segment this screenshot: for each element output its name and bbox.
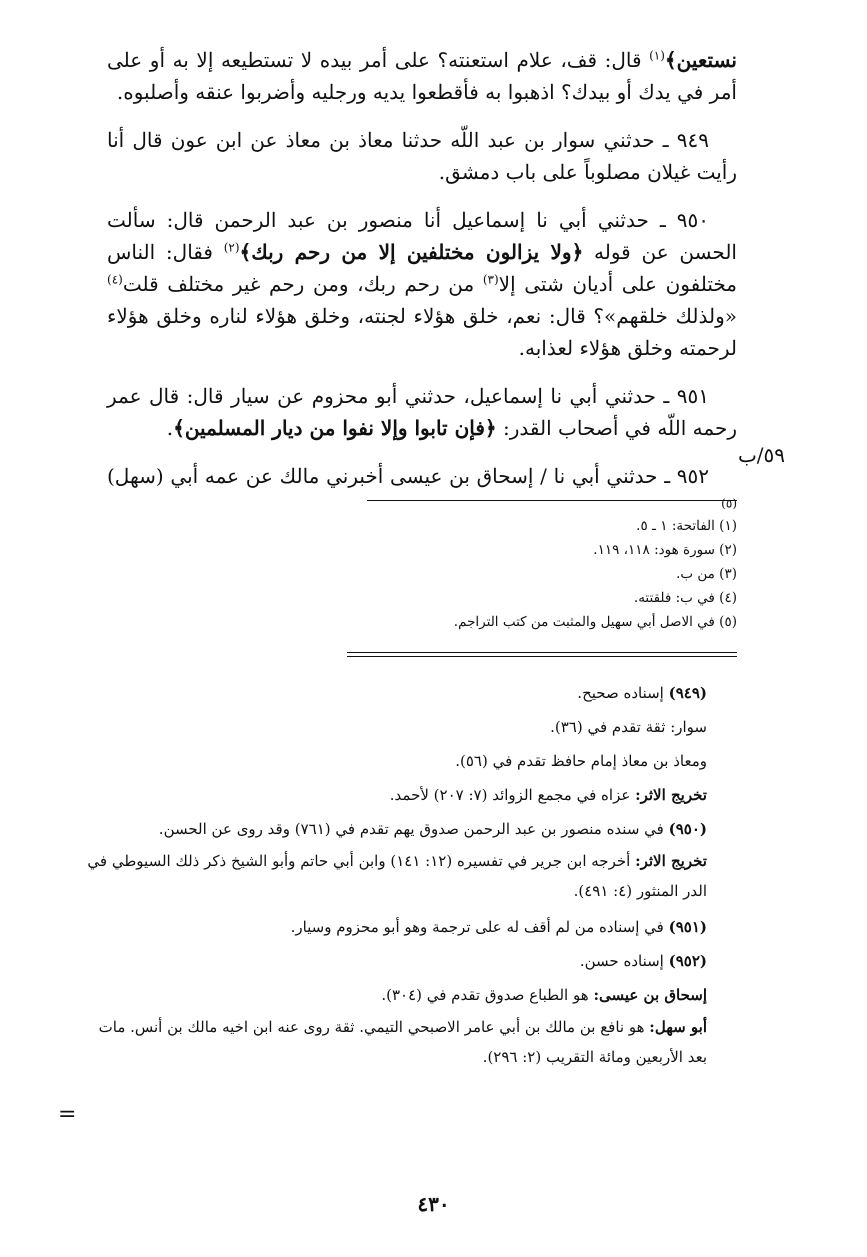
footnote-item: (٥) في الاصل أبي سهيل والمثبت من كتب التراجم. bbox=[453, 614, 737, 630]
commentary-949 bbox=[77, 676, 737, 710]
quran-quote: ﴿فإن تابوا وإلا نفوا من ديار المسلمين﴾ bbox=[173, 416, 497, 440]
footnote-ref: (٣) bbox=[482, 272, 499, 287]
report-number: (٩٥٠) bbox=[668, 820, 707, 838]
commentary-text: إسناده حسن. bbox=[579, 952, 669, 970]
narrator-muadh: ومعاذ بن معاذ إمام حافظ تقدم في (٥٦). bbox=[455, 752, 707, 770]
takhrij-949 bbox=[77, 778, 737, 812]
commentary-text: أخرجه ابن جرير في تفسيره (١٢: ١٤١) وابن أبي حاتم وأبو الشيخ ذكر ذلك السيوطي في الدر المنثور (٤: ٤٩١). bbox=[87, 852, 707, 900]
page-number: ٤٣٠ bbox=[417, 1192, 450, 1216]
footnote-divider bbox=[367, 500, 737, 501]
commentary-951 bbox=[77, 910, 737, 944]
narrator-name: إسحاق بن عيسى: bbox=[593, 986, 707, 1004]
report-number: (٩٥٢) bbox=[668, 952, 707, 970]
commentary-text: ثقة تقدم في (٣٦). bbox=[550, 718, 671, 736]
report-text: ٩٥٠ ـ حدثني أبي نا إسماعيل أنا منصور بن عبد الرحمن قال: سألت الحسن عن قوله bbox=[107, 208, 737, 264]
main-text bbox=[107, 44, 737, 540]
report-951 bbox=[107, 380, 737, 444]
takhrij-heading: تخريج الاثر: bbox=[635, 786, 707, 804]
report-text: «ولذلك خلقهم»؟ قال: نعم، خلق هؤلاء لجنته، وخلق هؤلاء لناره وخلق هؤلاء لرحمته وخلق هؤلاء لعذابه. bbox=[107, 304, 737, 360]
footnote-item: (٣) من ب. bbox=[676, 566, 737, 582]
footnotes bbox=[317, 514, 737, 634]
commentary-text: هو نافع بن مالك بن أبي عامر الاصبحي التيمي. ثقة روى عنه ابن اخيه مالك بن أنس. مات بعد الأربعين ومائة التقريب (٢: ٢٩٦). bbox=[98, 1018, 707, 1066]
manuscript-folio-note: ٥٩/ب bbox=[737, 443, 785, 467]
footnote-item: (٤) في ب: فلقتته. bbox=[633, 590, 737, 606]
commentary-text: هو الطباع صدوق تقدم في (٣٠٤). bbox=[381, 986, 594, 1004]
commentary-text: في إسناده من لم أقف له على ترجمة وهو أبو محزوم وسيار. bbox=[290, 918, 669, 936]
commentary-text: في سنده منصور بن عبد الرحمن صدوق يهم تقدم في (٧٦١) وقد روى عن الحسن. bbox=[158, 820, 669, 838]
commentary-952 bbox=[77, 944, 737, 978]
commentary-950 bbox=[77, 812, 737, 846]
narrator-sawwar bbox=[77, 710, 737, 744]
paragraph-text: قال: قف، علام استعنته؟ على أمر بيده لا تستطيعه إلا به أو على أمر في يدك أو بيدك؟ اذهبوا به فأقطعوا يديه ورجليه وأضربوا عنقه وأصلبوه. bbox=[107, 48, 737, 104]
footnote-ref: (٢) bbox=[223, 240, 240, 255]
narrator-ishaq bbox=[77, 978, 737, 1012]
report-text: فقال: الناس مختلفون على أديان شتى إلا bbox=[107, 240, 737, 296]
report-number: (٩٤٩) bbox=[668, 684, 707, 702]
verse-end: نستعين﴾ bbox=[664, 48, 737, 72]
commentary-text: عزاه في مجمع الزوائد (٧: ٢٠٧) لأحمد. bbox=[389, 786, 636, 804]
quran-quote: ﴿ولا يزالون مختلفين إلا من رحم ربك﴾ bbox=[239, 240, 584, 264]
edge-mark: = bbox=[58, 1102, 77, 1127]
report-text: ٩٥٢ ـ حدثني أبي نا / إسحاق بن عيسى أخبرني مالك عن عمه أبي (سهل) bbox=[107, 464, 709, 488]
footnote-ref: (١) bbox=[649, 48, 665, 63]
commentary bbox=[77, 676, 737, 1076]
narrator-abu-sahl bbox=[77, 1012, 737, 1072]
report-text: من رحم ربك، ومن رحم غير مختلف قلت bbox=[122, 272, 483, 296]
footnote-item: (٢) سورة هود: ١١٨، ١١٩. bbox=[593, 542, 737, 558]
commentary-divider bbox=[347, 652, 737, 657]
report-949: ٩٤٩ ـ حدثني سوار بن عبد اللّه حدثنا معاذ بن معاذ عن ابن عون قال أنا رأيت غيلان مصلوباً على باب دمشق. bbox=[107, 128, 737, 184]
narrator-name: سوار: bbox=[670, 718, 707, 736]
footnote-ref: (٥) bbox=[721, 496, 737, 511]
footnote-item: (١) الفاتحة: ١ ـ ٥. bbox=[636, 518, 737, 534]
paragraph-continuation bbox=[107, 44, 737, 108]
commentary-text: إسناده صحيح. bbox=[577, 684, 669, 702]
takhrij-heading: تخريج الاثر: bbox=[635, 852, 707, 870]
report-text: ٩٥١ ـ حدثني أبي نا إسماعيل، حدثني أبو محزوم عن سيار قال: قال عمر رحمه اللّه في أصحاب القدر: bbox=[107, 384, 737, 440]
report-950 bbox=[107, 204, 737, 364]
report-text: . bbox=[166, 416, 174, 440]
narrator-name: أبو سهل: bbox=[649, 1018, 707, 1036]
takhrij-950 bbox=[77, 846, 737, 906]
footnote-ref: (٤) bbox=[107, 272, 123, 287]
report-number: (٩٥١) bbox=[668, 918, 707, 936]
